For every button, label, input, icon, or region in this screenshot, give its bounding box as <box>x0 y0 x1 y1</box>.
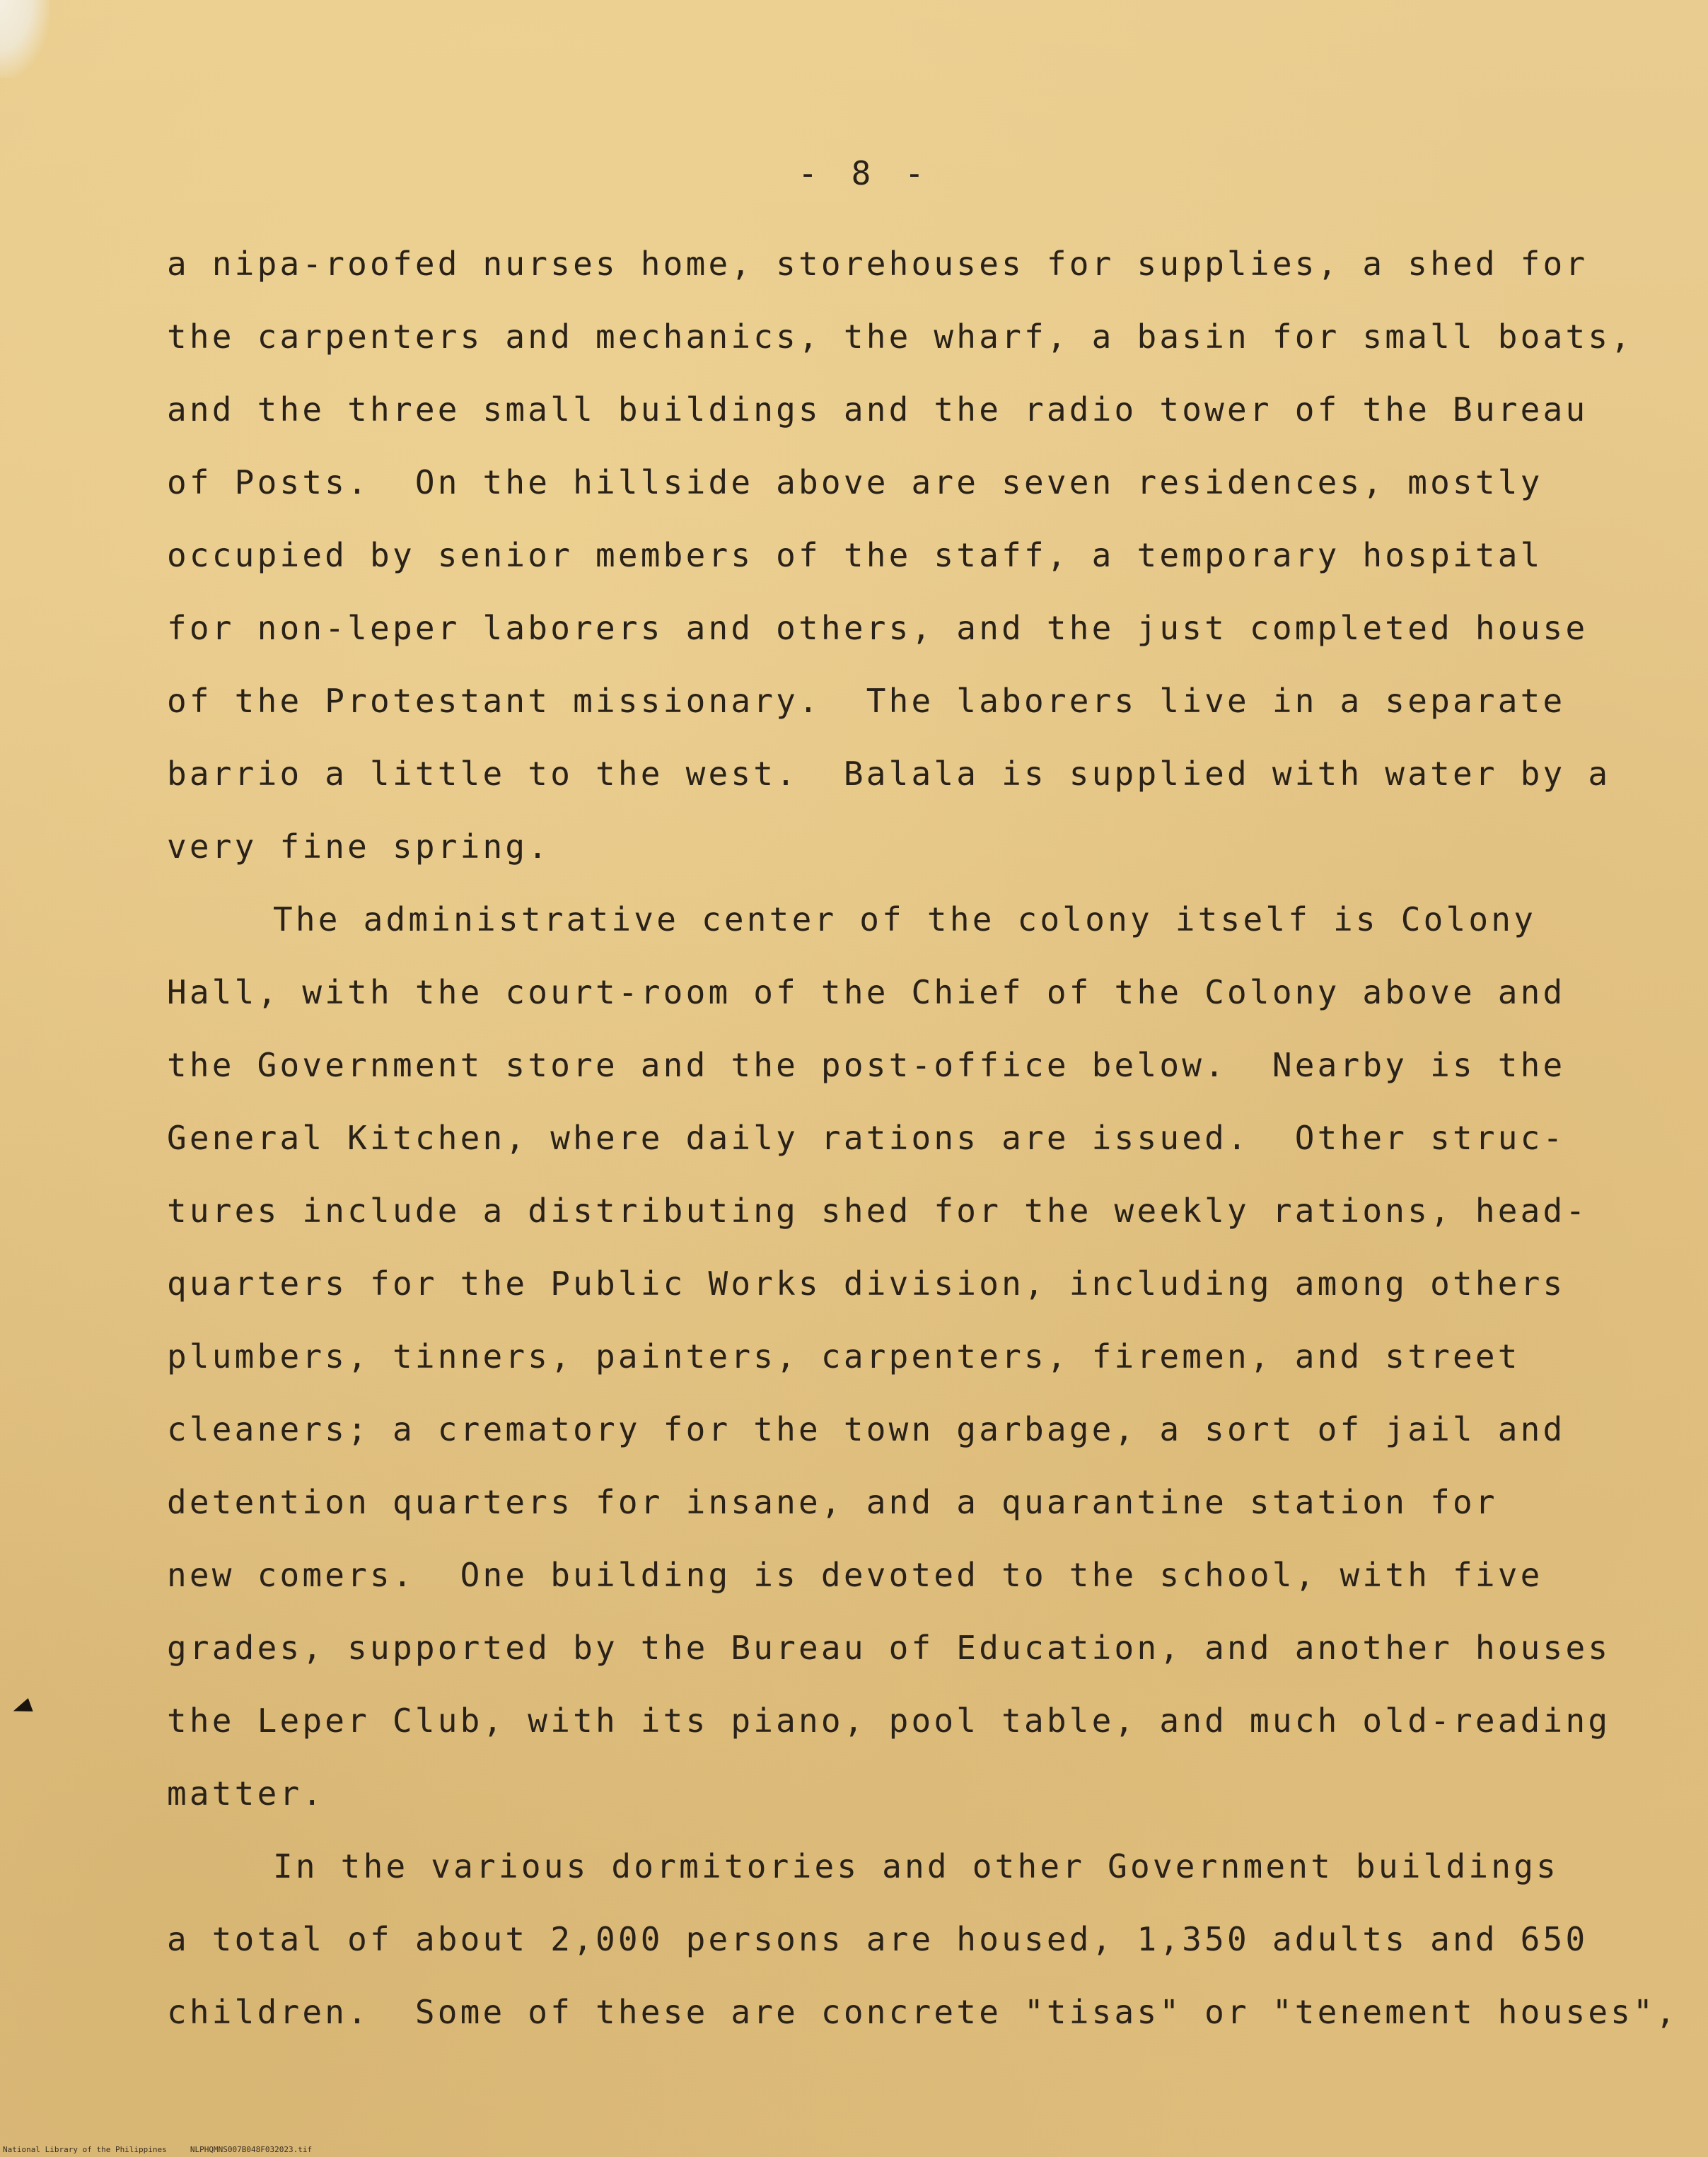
text-line: the carpenters and mechanics, the wharf, a basin for small boats, <box>167 318 1634 356</box>
scan-footer <box>3 2145 312 2154</box>
text-line: General Kitchen, where daily rations are issued. Other struc- <box>167 1119 1566 1157</box>
text-line: and the three small buildings and the radio tower of the Bureau <box>167 390 1588 429</box>
text-line: The administrative center of the colony itself is Colony <box>273 900 1537 938</box>
text-line: new comers. One building is devoted to the school, with five <box>167 1556 1543 1594</box>
text-line: children. Some of these are concrete "tisas" or "tenement houses", <box>167 1993 1678 2031</box>
footer-library: National Library of the Philippines <box>3 2145 167 2154</box>
text-line: a total of about 2,000 persons are housed, 1,350 adults and 650 <box>167 1920 1588 1958</box>
torn-corner <box>0 0 50 78</box>
text-line: occupied by senior members of the staff, a temporary hospital <box>167 536 1543 574</box>
text-line: very fine spring. <box>167 827 551 866</box>
page-number: - 8 - <box>798 154 931 192</box>
text-line: of Posts. On the hillside above are seven residences, mostly <box>167 463 1543 501</box>
footer-file-id: NLPHQMNS007B048F032023.tif <box>190 2145 313 2154</box>
text-line: detention quarters for insane, and a quarantine station for <box>167 1483 1498 1521</box>
text-line: Hall, with the court-room of the Chief of the Colony above and <box>167 973 1566 1011</box>
text-line: In the various dormitories and other Government buildings <box>273 1847 1559 1885</box>
text-line: barrio a little to the west. Balala is supplied with water by a <box>167 755 1611 793</box>
text-line: the Government store and the post-office below. Nearby is the <box>167 1046 1566 1084</box>
text-line: the Leper Club, with its piano, pool table, and much old-reading <box>167 1702 1611 1740</box>
text-line: matter. <box>167 1774 325 1813</box>
text-line: tures include a distributing shed for the weekly rations, head- <box>167 1192 1588 1230</box>
text-line: quarters for the Public Works division, including among others <box>167 1264 1566 1303</box>
text-line: for non-leper laborers and others, and the just completed house <box>167 609 1588 647</box>
text-line: cleaners; a crematory for the town garbage, a sort of jail and <box>167 1410 1566 1448</box>
margin-arrow-mark <box>11 1698 33 1718</box>
text-line: of the Protestant missionary. The laborers live in a separate <box>167 682 1566 720</box>
text-line: grades, supported by the Bureau of Education, and another houses <box>167 1629 1611 1667</box>
body-text <box>167 228 1678 2049</box>
text-line: a nipa-roofed nurses home, storehouses for supplies, a shed for <box>167 245 1588 283</box>
text-line: plumbers, tinners, painters, carpenters, firemen, and street <box>167 1337 1521 1376</box>
